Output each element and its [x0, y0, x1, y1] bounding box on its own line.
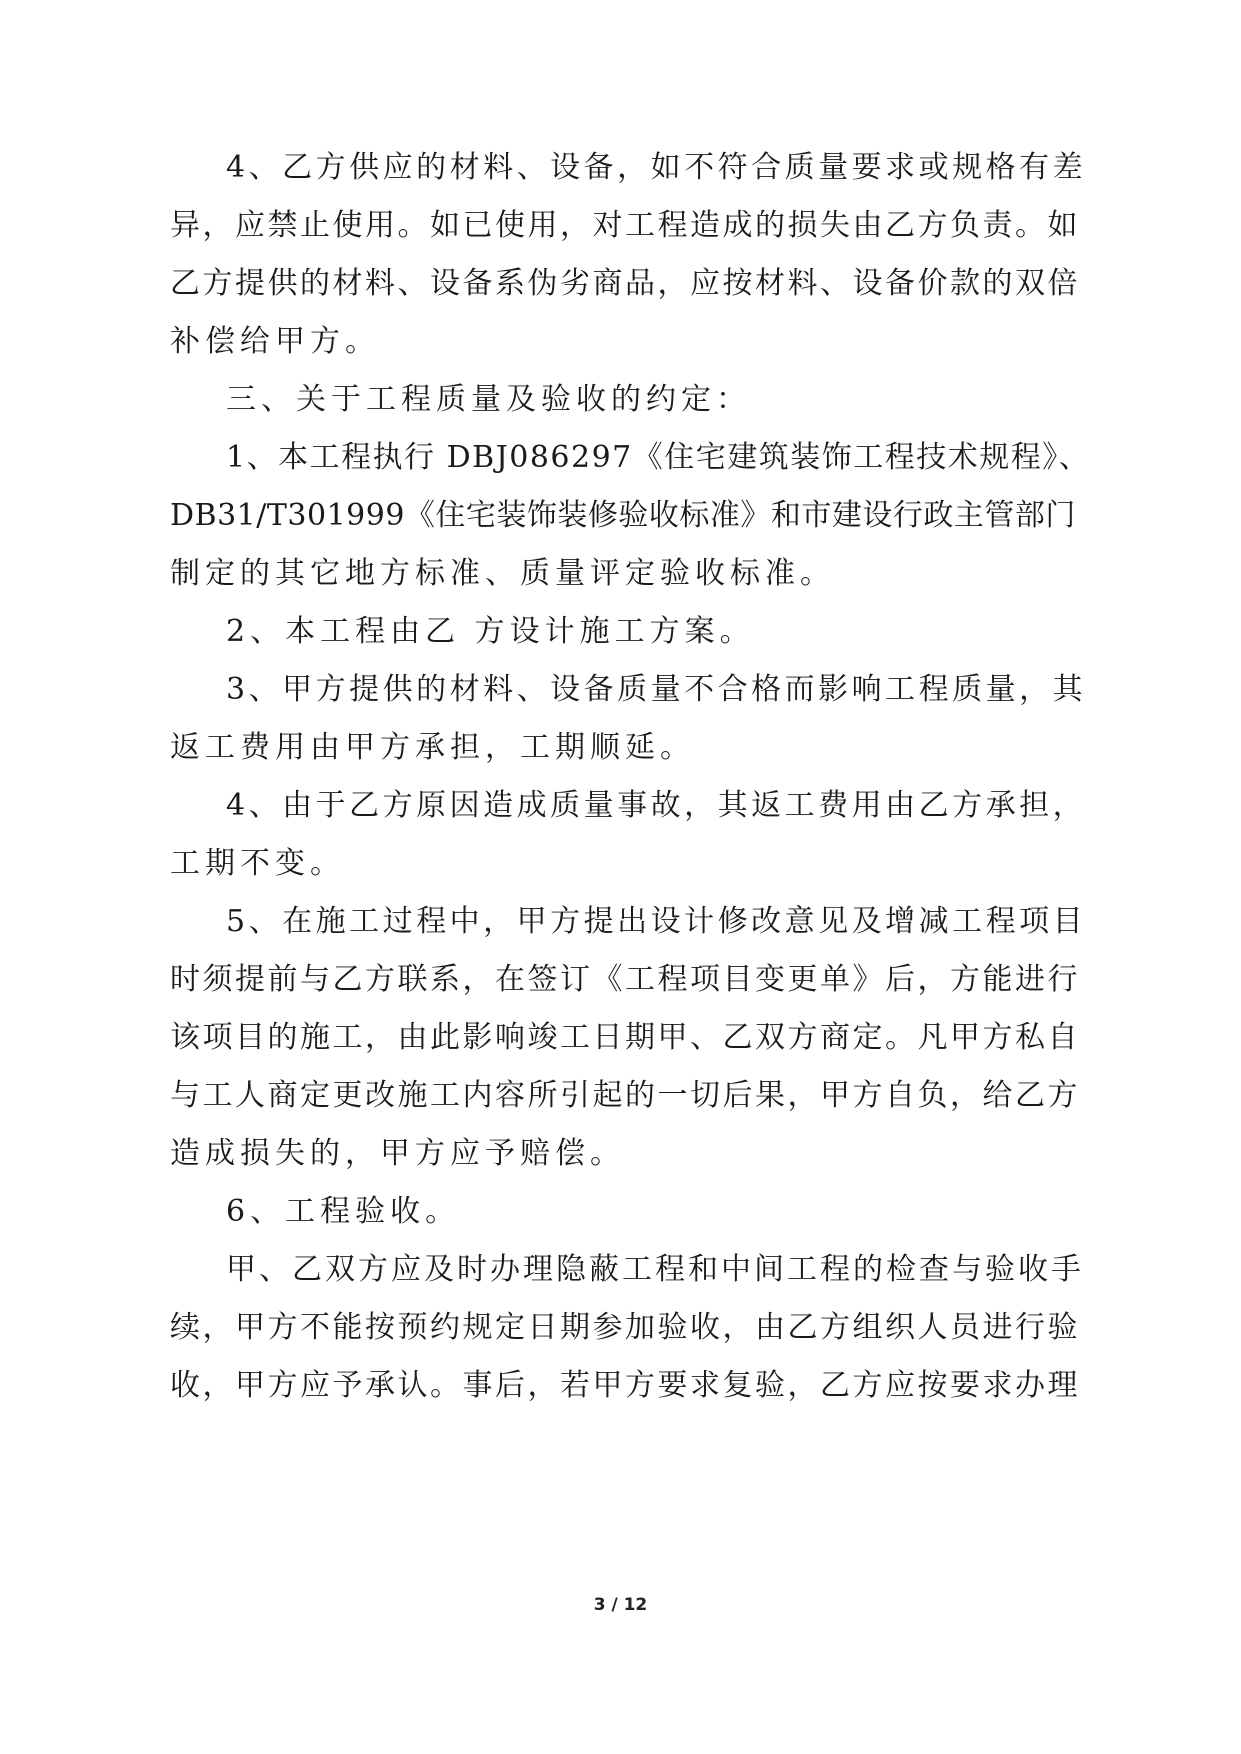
clause-5-changes-line-1: 5、在施工过程中，甲方提出设计修改意见及增减工程项目	[226, 904, 1087, 939]
clause-4-materials-line-2: 异，应禁止使用。如已使用，对工程造成的损失由乙方负责。如	[170, 208, 1080, 243]
clause-4-materials-line-1: 4、乙方供应的材料、设备，如不符合质量要求或规格有差	[226, 150, 1087, 185]
clause-3-client-materials-line-2: 返工费用由甲方承担，工期顺延。	[170, 730, 695, 765]
clause-1-standards-line-2: DB31/T301999《住宅装饰装修验收标准》和市建设行政主管部门	[170, 498, 1076, 533]
acceptance-paragraph-line-3: 收，甲方应予承认。事后，若甲方要求复验，乙方应按要求办理	[170, 1368, 1080, 1403]
clause-5-changes-line-5: 造成损失的，甲方应予赔偿。	[170, 1136, 625, 1171]
acceptance-paragraph-line-1: 甲、乙双方应及时办理隐蔽工程和中间工程的检查与验收手	[226, 1252, 1084, 1287]
clause-4-quality-accident-line-2: 工期不变。	[170, 846, 345, 881]
clause-3-client-materials-line-1: 3、甲方提供的材料、设备质量不合格而影响工程质量，其	[226, 672, 1087, 707]
clause-1-standards-line-3: 制定的其它地方标准、质量评定验收标准。	[170, 556, 835, 591]
clause-1-standards-line-1: 1、本工程执行 DBJ086297《住宅建筑装饰工程技术规程》、	[226, 440, 1091, 475]
clause-4-materials-line-3: 乙方提供的材料、设备系伪劣商品，应按材料、设备价款的双倍	[170, 266, 1080, 301]
section-3-heading: 三、关于工程质量及验收的约定：	[226, 382, 751, 417]
clause-6-acceptance-heading: 6、工程验收。	[226, 1194, 461, 1229]
clause-5-changes-line-2: 时须提前与乙方联系，在签订《工程项目变更单》后，方能进行	[170, 962, 1080, 997]
page-number: 3 / 12	[593, 1595, 648, 1615]
clause-5-changes-line-3: 该项目的施工，由此影响竣工日期甲、乙双方商定。凡甲方私自	[170, 1020, 1080, 1055]
clause-4-materials-line-4: 补偿给甲方。	[170, 324, 380, 359]
clause-5-changes-line-4: 与工人商定更改施工内容所引起的一切后果，甲方自负，给乙方	[170, 1078, 1080, 1113]
clause-2-design-line: 2、本工程由乙 方设计施工方案。	[226, 614, 755, 649]
acceptance-paragraph-line-2: 续，甲方不能按预约规定日期参加验收，由乙方组织人员进行验	[170, 1310, 1080, 1345]
clause-4-quality-accident-line-1: 4、由于乙方原因造成质量事故，其返工费用由乙方承担，	[226, 788, 1087, 823]
